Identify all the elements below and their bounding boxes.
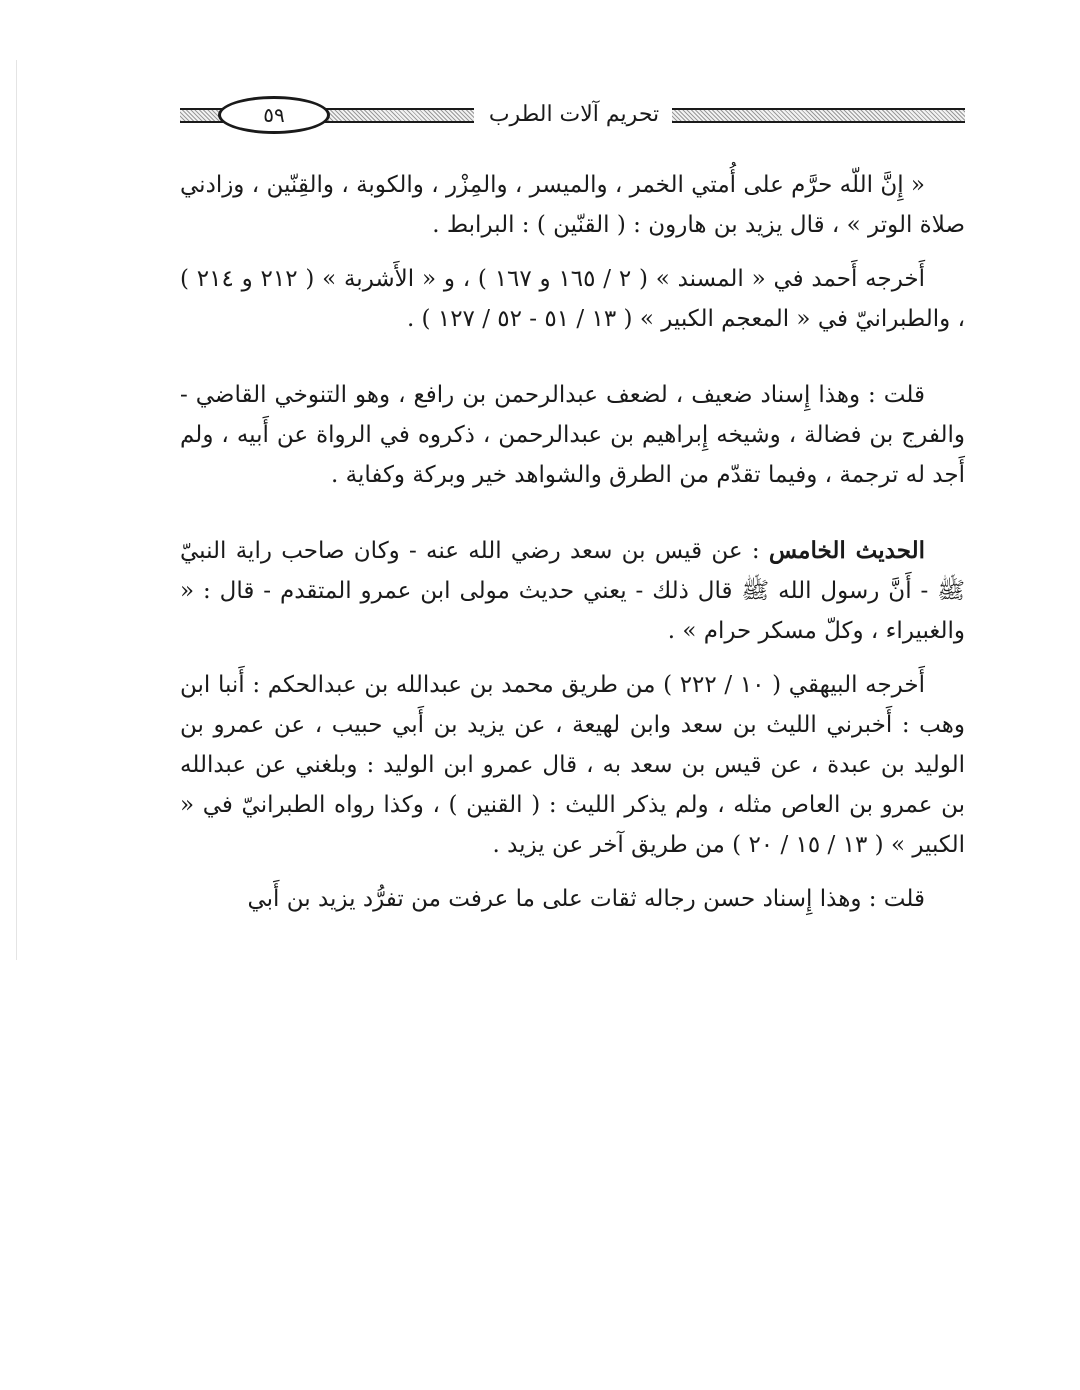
paragraph-text: قلت : وهذا إِسناد ضعيف ، لضعف عبدالرحمن بن رافع ، وهو التنوخي القاضي - والفرج بن فضالة ، وشيخه إِبراهيم بن عبدالرحمن ، ذكروه في الرواة عن أَبيه ، ولم أَجد له ترجمة ، وفيما تقدّم من الطرق والشواهد خير وبركة وكفاية .: [180, 382, 965, 488]
paragraph-text: قلت : وهذا إِسناد حسن رجاله ثقات على ما عرفت من تفرُّد يزيد بن أَبي: [247, 886, 925, 912]
page-header: [180, 90, 965, 140]
paragraph-text: أَخرجه البيهقي ( ١٠ / ٢٢٢ ) من طريق محمد بن عبدالله بن عبدالحكم : أَنبا ابن وهب : أَخبرني الليث بن سعد وابن لهيعة ، عن يزيد بن أَبي حبيب ، عن عمرو بن الوليد بن عبدة ، عن قيس بن سعد به ، قال عمرو ابن الوليد : وبلغني عن عبدالله بن عمرو بن العاص مثله ، ولم يذكر الليث : ( القنين ) ، وكذا رواه الطبرانيّ في « الكبير » ( ١٣ / ١٥ / ٢٠ ) من طريق آخر عن يزيد .: [180, 672, 965, 858]
page-number: ٥٩: [218, 96, 330, 134]
paragraph-1: [180, 165, 965, 245]
paragraph-2: [180, 259, 965, 339]
page-body: [180, 165, 965, 919]
paragraph-text: « إِنَّ اللّه حرَّم على أُمتي الخمر ، والميسر ، والمِزْر ، والكوبة ، والقِنّين ، وزادني صلاة الوتر » ، قال يزيد بن هارون : ( القنّين ) : البرابط .: [180, 172, 965, 238]
paragraph-3: [180, 375, 965, 495]
scan-margin-line: [16, 60, 17, 960]
hadith-heading: الحديث الخامس: [768, 537, 925, 564]
paragraph-4: [180, 531, 965, 651]
paragraph-6: [180, 879, 965, 919]
paragraph-text: : عن قيس بن سعد رضي الله عنه - وكان صاحب راية النبيّ ﷺ - أَنَّ رسول الله ﷺ قال ذلك - يعني حديث مولى ابن عمرو المتقدم - قال : « والغبيراء ، وكلّ مسكر حرام » .: [180, 538, 965, 644]
running-title: تحريم آلات الطرب: [488, 102, 660, 127]
header-ornament-right: [672, 108, 965, 123]
paragraph-5: [180, 665, 965, 865]
paragraph-text: أَخرجه أَحمد في « المسند » ( ٢ / ١٦٥ و ١٦٧ ) ، و « الأَشربة » ( ٢١٢ و ٢١٤ ) ، والطبرانيّ في « المعجم الكبير » ( ١٣ / ٥١ - ٥٢ / ١٢٧ ) .: [180, 266, 965, 332]
